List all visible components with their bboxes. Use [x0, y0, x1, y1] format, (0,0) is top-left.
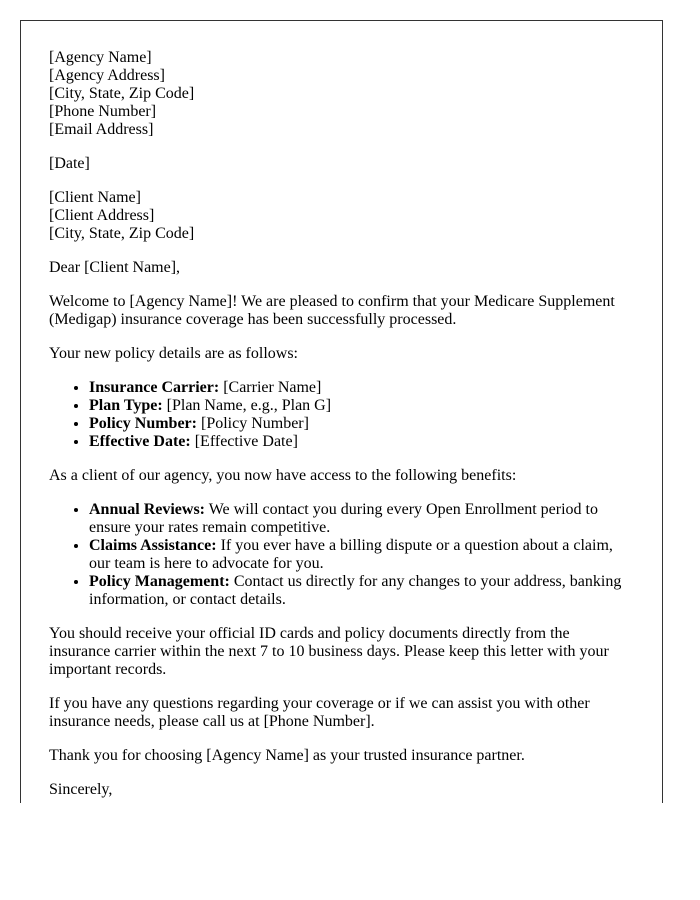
item-label: Annual Reviews: — [89, 501, 206, 518]
item-label: Plan Type: — [89, 397, 163, 414]
item-value: Contact us directly for any changes to your address, banking information, or contact details. — [89, 573, 622, 608]
client-name: [Client Name] — [49, 189, 141, 206]
closing: Sincerely, — [49, 781, 113, 798]
salutation: Dear [Client Name], — [49, 259, 181, 276]
questions-paragraph: If you have any questions regarding your coverage or if we can assist you with other insurance needs, please call us at [Phone Number]. — [49, 695, 590, 730]
policy-details-list — [49, 379, 634, 451]
list-item — [89, 433, 634, 451]
item-label: Insurance Carrier: — [89, 379, 220, 396]
item-label: Policy Management: — [89, 573, 230, 590]
intro-paragraph: Welcome to [Agency Name]! We are pleased to confirm that your Medicare Supplement (Medigap) insurance coverage has been successfully processed. — [49, 293, 615, 328]
client-address: [Client Address] — [49, 207, 155, 224]
benefits-list — [49, 501, 634, 609]
item-label: Policy Number: — [89, 415, 197, 432]
item-value: [Plan Name, e.g., Plan G] — [162, 397, 332, 414]
thanks-paragraph: Thank you for choosing [Agency Name] as your trusted insurance partner. — [49, 747, 525, 764]
agency-name: [Agency Name] — [49, 49, 152, 66]
item-value: [Policy Number] — [196, 415, 309, 432]
letter-date: [Date] — [49, 155, 90, 172]
id-cards-paragraph: You should receive your official ID cards and policy documents directly from the insurance carrier within the next 7 to 10 business days. Please keep this letter with your important records. — [49, 625, 609, 678]
letter-page — [20, 20, 663, 803]
item-label: Effective Date: — [89, 433, 191, 450]
item-label: Claims Assistance: — [89, 537, 217, 554]
agency-city-state-zip: [City, State, Zip Code] — [49, 85, 195, 102]
policy-intro: Your new policy details are as follows: — [49, 345, 298, 362]
benefits-intro: As a client of our agency, you now have access to the following benefits: — [49, 467, 517, 484]
client-city-state-zip: [City, State, Zip Code] — [49, 225, 195, 242]
item-value: We will contact you during every Open Enrollment period to ensure your rates remain competitive. — [89, 501, 598, 536]
sender-block — [49, 49, 634, 139]
list-item — [89, 501, 634, 537]
item-value: [Carrier Name] — [219, 379, 322, 396]
list-item — [89, 397, 634, 415]
list-item — [89, 415, 634, 433]
agency-phone: [Phone Number] — [49, 103, 157, 120]
list-item — [89, 379, 634, 397]
list-item — [89, 537, 634, 573]
recipient-block — [49, 189, 634, 243]
item-value: [Effective Date] — [190, 433, 298, 450]
list-item — [89, 573, 634, 609]
item-value: If you ever have a billing dispute or a question about a claim, our team is here to advocate for you. — [89, 537, 613, 572]
agency-email: [Email Address] — [49, 121, 154, 138]
agency-address: [Agency Address] — [49, 67, 165, 84]
